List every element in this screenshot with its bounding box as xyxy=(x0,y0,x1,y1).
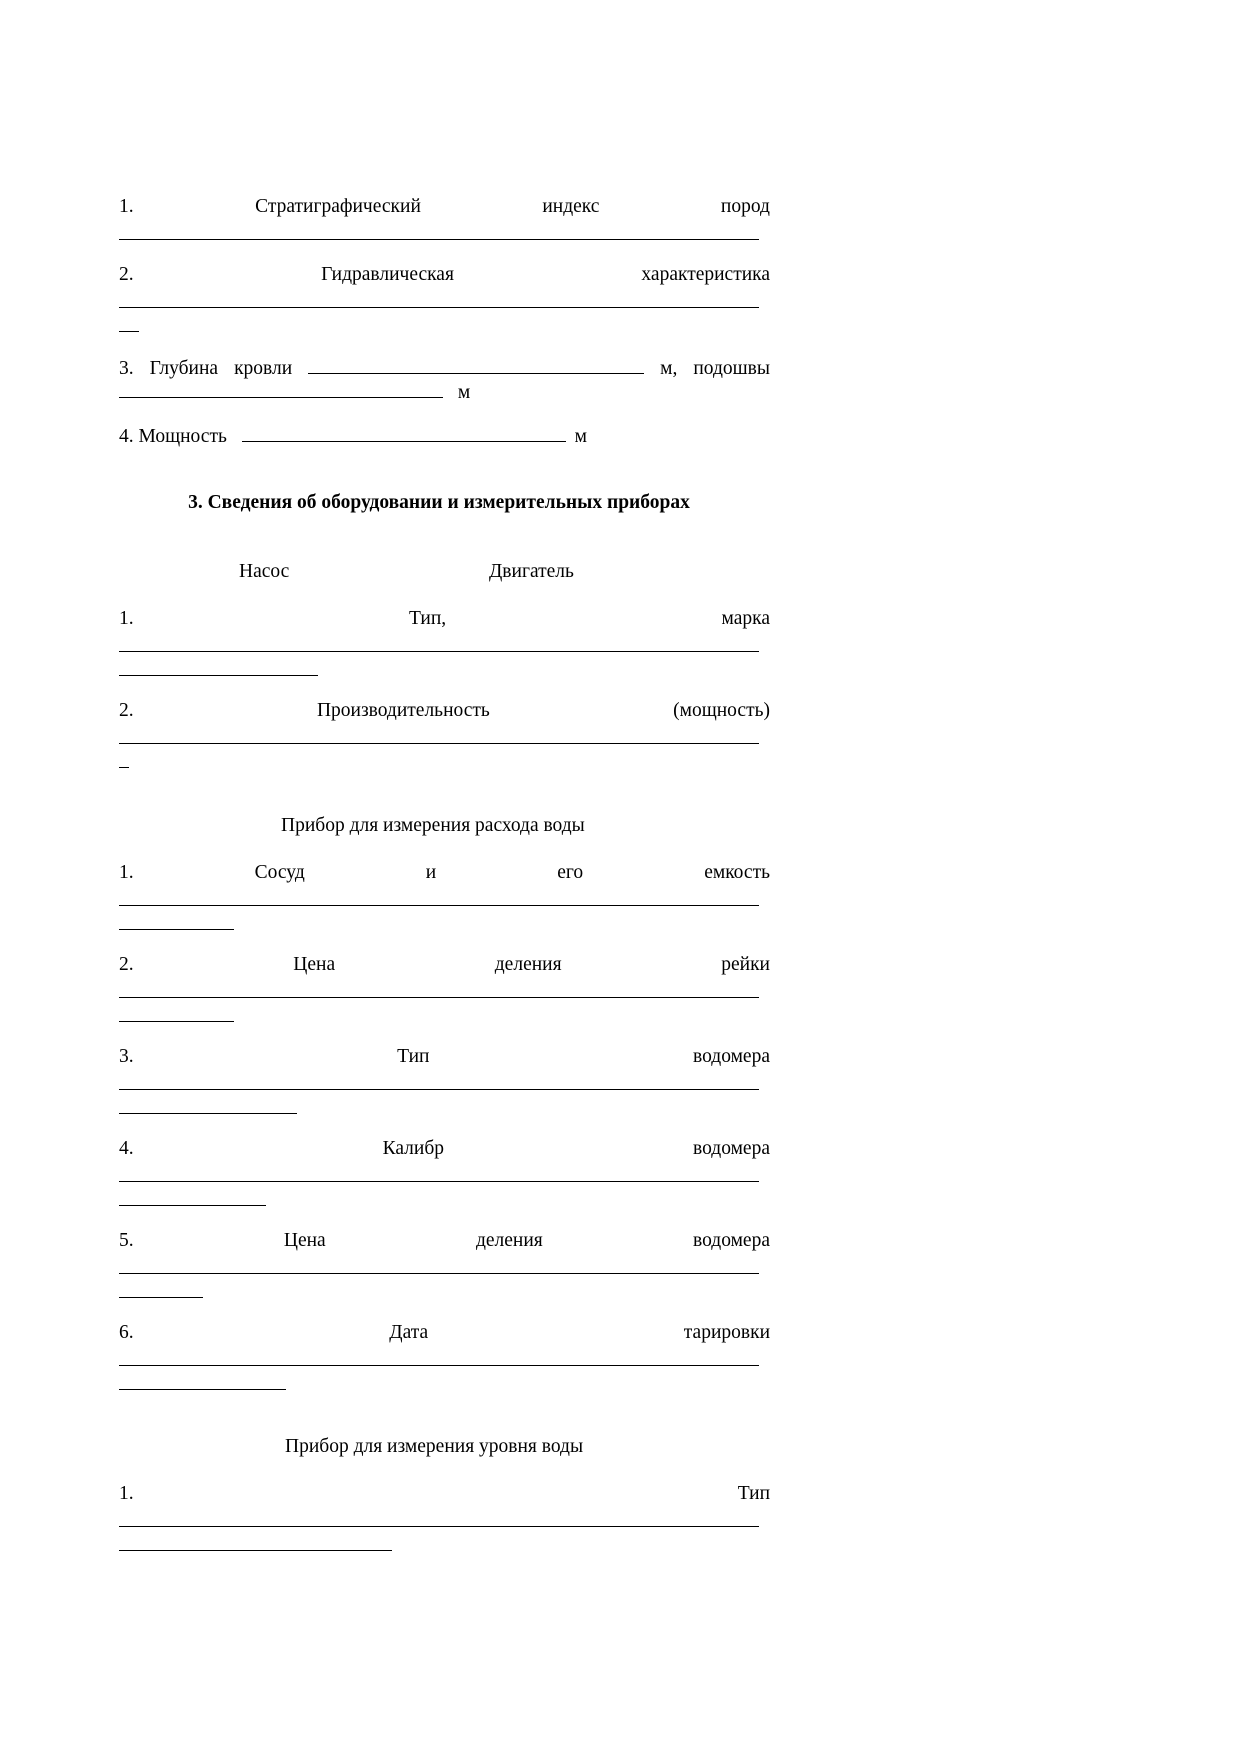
field-number: 5. xyxy=(119,1230,134,1251)
field-type-brand xyxy=(119,607,770,631)
field-depth xyxy=(119,355,770,379)
blank-line[interactable] xyxy=(119,1389,286,1390)
engine-label: Двигатель xyxy=(489,561,574,582)
blank-line[interactable] xyxy=(119,1273,759,1274)
field-number: 4. xyxy=(119,1138,134,1159)
field-word: (мощность) xyxy=(673,700,770,721)
field-hydraulic-characteristic xyxy=(119,263,770,287)
field-stratigraphic-index xyxy=(119,195,770,219)
field-word: индекс xyxy=(542,196,600,217)
thickness-blank[interactable] xyxy=(242,423,566,442)
field-number: 3. xyxy=(119,1046,134,1067)
field-word: марка xyxy=(721,608,770,629)
blank-line[interactable] xyxy=(119,307,759,308)
field-calibration-date xyxy=(119,1321,770,1345)
field-word: кровли xyxy=(234,358,293,379)
unit-label: м xyxy=(574,426,587,447)
field-word: Глубина xyxy=(149,358,219,379)
field-word: Цена xyxy=(293,954,336,975)
field-rod-division xyxy=(119,953,770,977)
blank-line[interactable] xyxy=(119,1550,392,1551)
field-word: Дата xyxy=(389,1322,429,1343)
blank-line[interactable] xyxy=(119,1089,759,1090)
field-word: м, xyxy=(660,358,678,379)
field-word: водомера xyxy=(693,1138,770,1159)
field-word: Тип xyxy=(737,1483,770,1504)
unit-label: м xyxy=(457,382,471,403)
blank-line[interactable] xyxy=(119,1526,759,1527)
blank-line[interactable] xyxy=(119,1181,759,1182)
section-heading: 3. Сведения об оборудовании и измерительных приборах xyxy=(188,492,690,513)
field-word: его xyxy=(557,862,584,883)
blank-line[interactable] xyxy=(119,651,759,652)
level-meter-title: Прибор для измерения уровня воды xyxy=(285,1436,584,1457)
field-number: 2. xyxy=(119,954,134,975)
field-number: 6. xyxy=(119,1322,134,1343)
field-word: Гидравлическая xyxy=(321,264,454,285)
sole-depth-blank[interactable] xyxy=(119,379,443,398)
field-capacity xyxy=(119,699,770,723)
field-label: 4. Мощность xyxy=(119,426,227,447)
roof-depth-blank[interactable] xyxy=(308,355,644,374)
field-word: характеристика xyxy=(641,264,770,285)
blank-line[interactable] xyxy=(119,997,759,998)
blank-line[interactable] xyxy=(119,239,759,240)
pump-label: Насос xyxy=(239,561,290,582)
field-word: пород xyxy=(720,196,770,217)
field-word: водомера xyxy=(693,1046,770,1067)
blank-line[interactable] xyxy=(119,1021,234,1022)
field-thickness xyxy=(119,423,770,447)
blank-line[interactable] xyxy=(119,767,129,768)
blank-line[interactable] xyxy=(119,675,318,676)
field-word: емкость xyxy=(704,862,770,883)
blank-line[interactable] xyxy=(119,1365,759,1366)
field-sole-depth xyxy=(119,379,770,403)
field-word: тарировки xyxy=(683,1322,770,1343)
blank-line[interactable] xyxy=(119,1297,203,1298)
field-word: Тип, xyxy=(409,608,447,629)
flow-meter-title: Прибор для измерения расхода воды xyxy=(281,815,585,836)
field-word: Стратиграфический xyxy=(255,196,421,217)
field-word: деления xyxy=(494,954,562,975)
field-meter-division xyxy=(119,1229,770,1253)
field-word: подошвы xyxy=(693,358,770,379)
blank-line[interactable] xyxy=(119,331,139,332)
field-meter-type xyxy=(119,1045,770,1069)
field-number: 2. xyxy=(119,264,134,285)
field-word: деления xyxy=(475,1230,543,1251)
field-number: 1. xyxy=(119,1483,134,1504)
field-number: 1. xyxy=(119,608,134,629)
field-vessel xyxy=(119,861,770,885)
field-number: 1. xyxy=(119,196,134,217)
field-word: водомера xyxy=(693,1230,770,1251)
field-word: Сосуд xyxy=(254,862,305,883)
field-word: и xyxy=(425,862,437,883)
field-word: Тип xyxy=(397,1046,430,1067)
field-word: Цена xyxy=(283,1230,326,1251)
field-word: Производительность xyxy=(316,700,490,721)
blank-line[interactable] xyxy=(119,1113,297,1114)
field-meter-caliber xyxy=(119,1137,770,1161)
field-word: рейки xyxy=(721,954,770,975)
field-number: 2. xyxy=(119,700,134,721)
blank-line[interactable] xyxy=(119,743,759,744)
field-word: Калибр xyxy=(382,1138,445,1159)
blank-line[interactable] xyxy=(119,929,234,930)
blank-line[interactable] xyxy=(119,1205,266,1206)
field-number: 3. xyxy=(119,358,134,379)
field-level-meter-type xyxy=(119,1482,770,1506)
blank-line[interactable] xyxy=(119,905,759,906)
field-number: 1. xyxy=(119,862,134,883)
